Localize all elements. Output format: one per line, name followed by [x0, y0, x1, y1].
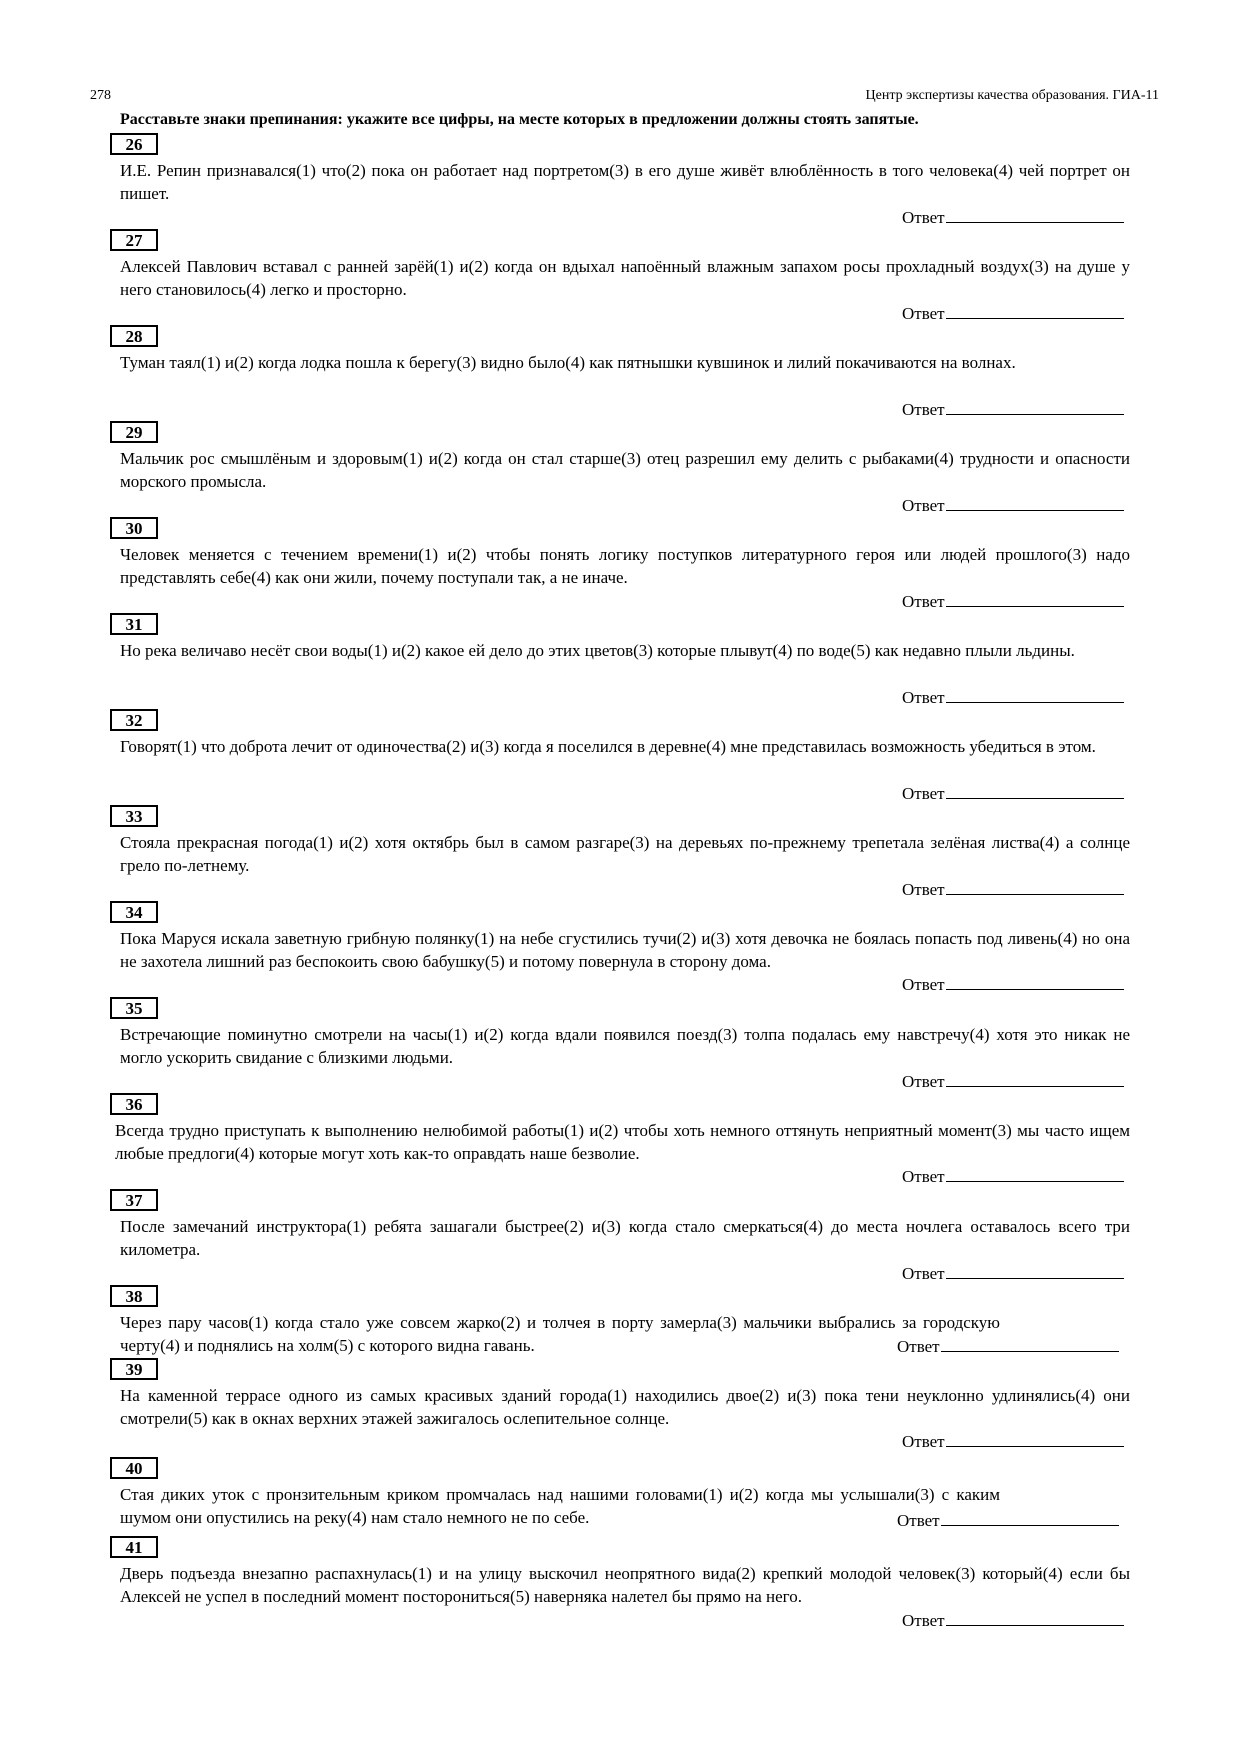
answer-label: Ответ: [902, 688, 945, 707]
page-number: 278: [90, 88, 111, 103]
answer-label: Ответ: [902, 1264, 945, 1283]
task-instruction: Расставьте знаки препинания: укажите все цифры, на месте которых в предложении должны стоять запятые.: [120, 111, 919, 128]
answer-field[interactable]: [946, 397, 1124, 415]
answer-row: [902, 781, 1124, 804]
task-number-box: 26: [110, 133, 158, 155]
answer-row: [902, 1608, 1124, 1631]
answer-field[interactable]: [946, 972, 1124, 990]
answer-label: Ответ: [902, 1072, 945, 1091]
answer-label: Ответ: [902, 1611, 945, 1630]
answer-field[interactable]: [946, 685, 1124, 703]
task-number-box: 33: [110, 805, 158, 827]
task-sentence: Алексей Павлович вставал с ранней зарёй(1) и(2) когда он вдыхал напоённый влажным запахом росы прохладный воздух(3) на душе у него становилось(4) легко и просторно.: [120, 257, 1130, 299]
task-sentence: Говорят(1) что доброта лечит от одиночества(2) и(3) когда я поселился в деревне(4) мне представилась возможность убедиться в этом.: [120, 737, 1096, 756]
answer-row: [902, 685, 1124, 708]
answer-field[interactable]: [946, 1261, 1124, 1279]
task-number-box: 28: [110, 325, 158, 347]
answer-label: Ответ: [902, 592, 945, 611]
answer-field[interactable]: [946, 877, 1124, 895]
task-sentence: Встречающие поминутно смотрели на часы(1) и(2) когда вдали появился поезд(3) толпа подалась ему навстречу(4) хотя это никак не могло ускорить свидание с близкими людьми.: [120, 1025, 1130, 1067]
task-sentence: После замечаний инструктора(1) ребята зашагали быстрее(2) и(3) когда стало смеркаться(4) до места ночлега оставалось всего три километра.: [120, 1217, 1130, 1259]
answer-field[interactable]: [946, 493, 1124, 511]
answer-label: Ответ: [902, 496, 945, 515]
task-number-box: 40: [110, 1457, 158, 1479]
answer-label: Ответ: [902, 1167, 945, 1186]
task-sentence: На каменной террасе одного из самых красивых зданий города(1) находились двое(2) и(3) пока тени неуклонно удлинялись(4) они смотрели(5) как в окнах верхних этажей зажигалось ослепительное солнце.: [120, 1386, 1130, 1428]
answer-label: Ответ: [897, 1511, 940, 1530]
task-number-box: 37: [110, 1189, 158, 1211]
page-header-title: Центр экспертизы качества образования. ГИА-11: [865, 88, 1159, 103]
answer-row: [902, 301, 1124, 324]
answer-row: [902, 972, 1124, 995]
answer-field[interactable]: [946, 205, 1124, 223]
task-number-box: 39: [110, 1358, 158, 1380]
answer-label: Ответ: [897, 1337, 940, 1356]
answer-field[interactable]: [946, 301, 1124, 319]
answer-field[interactable]: [941, 1508, 1119, 1526]
answer-row: [902, 1261, 1124, 1284]
task-sentence: Человек меняется с течением времени(1) и(2) чтобы понять логику поступков литературного героя или людей прошлого(3) надо представлять себе(4) как они жили, почему поступали так, а не иначе.: [120, 545, 1130, 587]
task-sentence: Стояла прекрасная погода(1) и(2) хотя октябрь был в самом разгаре(3) на деревьях по-прежнему трепетала зелёная листва(4) а солнце грело по-летнему.: [120, 833, 1130, 875]
answer-row: [902, 877, 1124, 900]
answer-label: Ответ: [902, 208, 945, 227]
task-sentence: Дверь подъезда внезапно распахнулась(1) и на улицу выскочил неопрятного вида(2) крепкий молодой человек(3) который(4) если бы Алексей не успел в последний момент посторониться(5) наверняка налетел бы прямо на него.: [120, 1564, 1130, 1606]
answer-row: [902, 205, 1124, 228]
task-number-box: 36: [110, 1093, 158, 1115]
answer-row: [902, 1069, 1124, 1092]
task-number-box: 35: [110, 997, 158, 1019]
answer-field[interactable]: [946, 1608, 1124, 1626]
answer-label: Ответ: [902, 400, 945, 419]
task-number-box: 34: [110, 901, 158, 923]
answer-label: Ответ: [902, 784, 945, 803]
answer-row: [902, 397, 1124, 420]
answer-field[interactable]: [946, 781, 1124, 799]
answer-row: [902, 1429, 1124, 1452]
task-number-box: 31: [110, 613, 158, 635]
task-sentence: Туман таял(1) и(2) когда лодка пошла к берегу(3) видно было(4) как пятнышки кувшинок и лилий покачиваются на волнах.: [120, 353, 1016, 372]
task-number-box: 32: [110, 709, 158, 731]
answer-row: [897, 1508, 1119, 1531]
answer-field[interactable]: [946, 1164, 1124, 1182]
answer-field[interactable]: [946, 589, 1124, 607]
answer-row: [902, 589, 1124, 612]
task-sentence: И.Е. Репин признавался(1) что(2) пока он работает над портретом(3) в его душе живёт влюблённость в того человека(4) чей портрет он пишет.: [120, 161, 1130, 203]
answer-field[interactable]: [946, 1429, 1124, 1447]
answer-row: [902, 493, 1124, 516]
answer-label: Ответ: [902, 1432, 945, 1451]
answer-row: [897, 1334, 1119, 1357]
task-number-box: 41: [110, 1536, 158, 1558]
task-sentence: Мальчик рос смышлёным и здоровым(1) и(2) когда он стал старше(3) отец разрешил ему делить с рыбаками(4) трудности и опасности морского промысла.: [120, 449, 1130, 491]
task-number-box: 30: [110, 517, 158, 539]
answer-row: [902, 1164, 1124, 1187]
task-number-box: 29: [110, 421, 158, 443]
task-sentence: Всегда трудно приступать к выполнению нелюбимой работы(1) и(2) чтобы хоть немного оттянуть неприятный момент(3) мы часто ищем любые предлоги(4) которые могут хоть как-то оправдать наше безволие.: [115, 1121, 1130, 1163]
task-number-box: 27: [110, 229, 158, 251]
answer-label: Ответ: [902, 304, 945, 323]
task-number-box: 38: [110, 1285, 158, 1307]
answer-label: Ответ: [902, 880, 945, 899]
task-sentence: Стая диких уток с пронзительным криком промчалась над нашими головами(1) и(2) когда мы услышали(3) с каким шумом они опустились на реку(4) нам стало немного не по себе.: [120, 1485, 1000, 1527]
task-sentence: Но река величаво несёт свои воды(1) и(2) какое ей дело до этих цветов(3) которые плывут(4) по воде(5) как недавно плыли льдины.: [120, 641, 1075, 660]
task-sentence: Пока Маруся искала заветную грибную полянку(1) на небе сгустились тучи(2) и(3) хотя девочка не боялась попасть под ливень(4) но она не захотела лишний раз беспокоить свою бабушку(5) и потому повернула в сторону дома.: [120, 929, 1130, 971]
answer-field[interactable]: [946, 1069, 1124, 1087]
answer-label: Ответ: [902, 975, 945, 994]
task-sentence: Через пару часов(1) когда стало уже совсем жарко(2) и толчея в порту замерла(3) мальчики выбрались за городскую черту(4) и поднялись на холм(5) с которого видна гавань.: [120, 1313, 1000, 1355]
answer-field[interactable]: [941, 1334, 1119, 1352]
